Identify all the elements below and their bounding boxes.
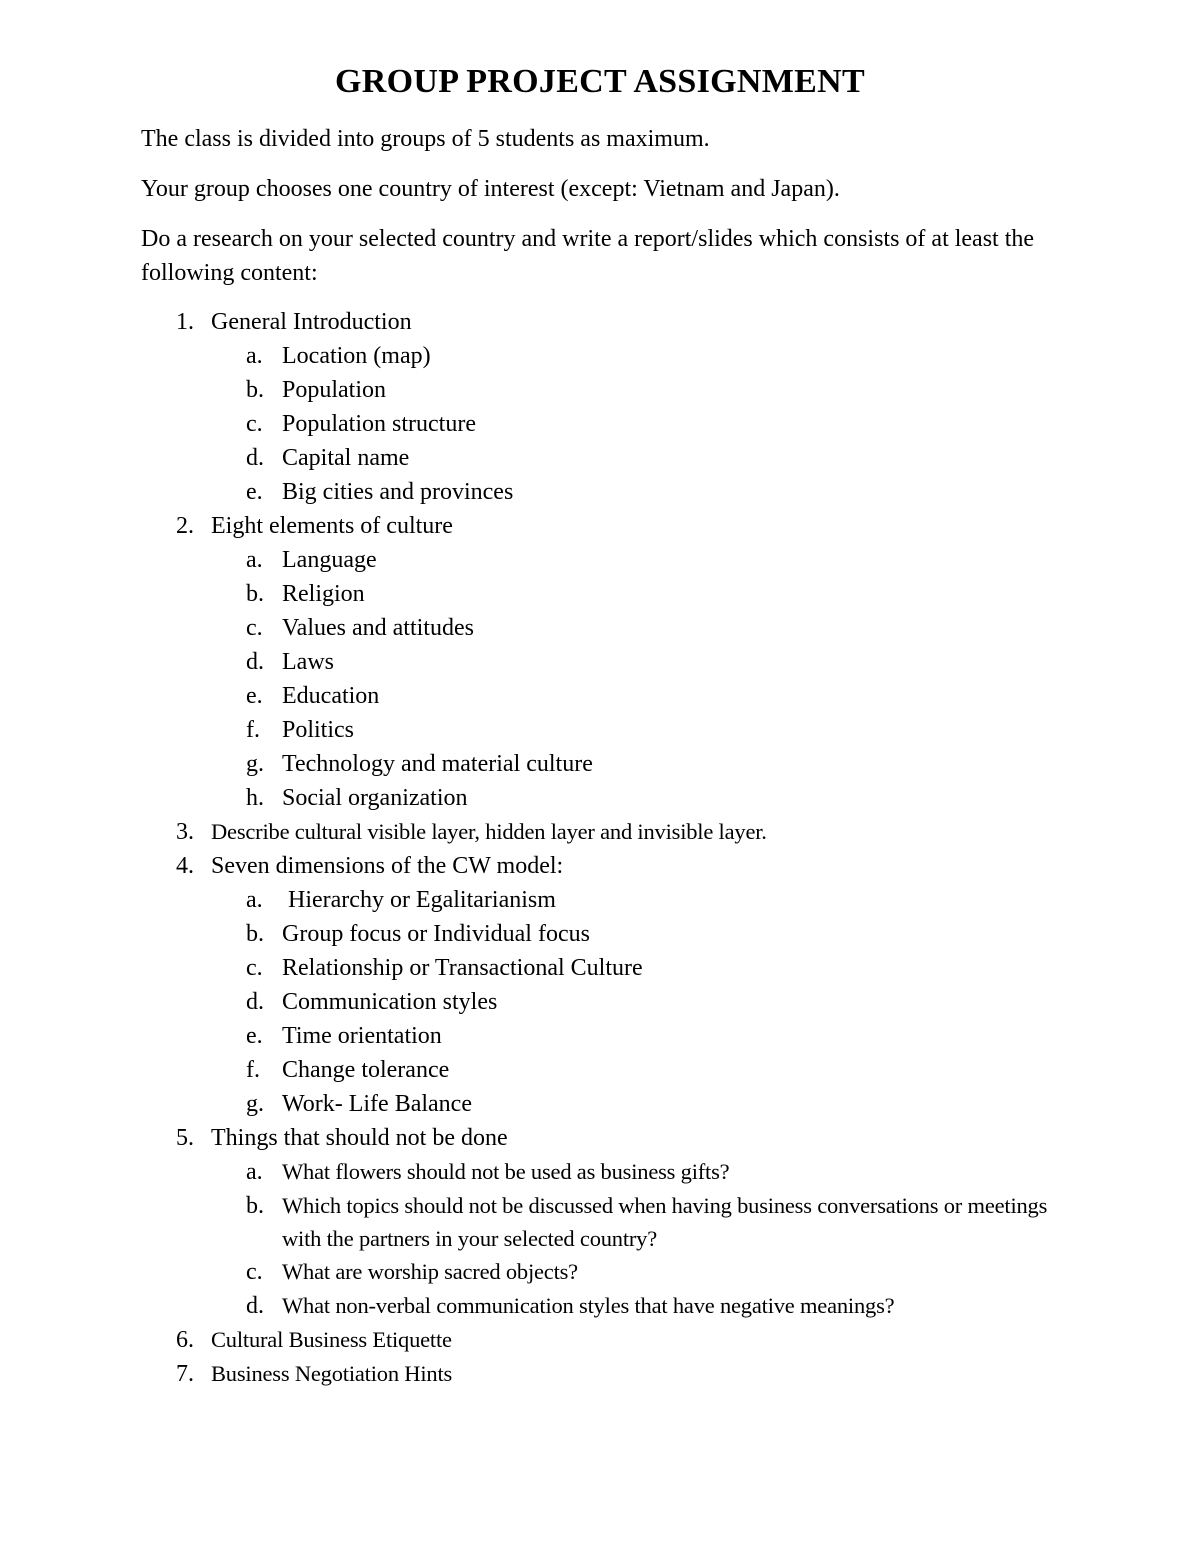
sub-item-text: Language bbox=[282, 547, 377, 573]
sub-item-text: Big cities and provinces bbox=[282, 479, 514, 505]
sub-marker: g. bbox=[246, 1091, 264, 1117]
list-item-text: Cultural Business Etiquette bbox=[211, 1327, 452, 1352]
sub-marker: c. bbox=[246, 955, 263, 981]
sub-marker: b. bbox=[246, 377, 264, 403]
document-title: GROUP PROJECT ASSIGNMENT bbox=[335, 63, 865, 100]
sub-item-text: Capital name bbox=[282, 445, 410, 471]
sub-item bbox=[0, 679, 1200, 713]
sub-item-text: Values and attitudes bbox=[282, 615, 474, 641]
list-number: 3. bbox=[176, 819, 194, 845]
sub-marker: c. bbox=[246, 615, 263, 641]
sub-marker: a. bbox=[246, 343, 263, 369]
sub-item bbox=[0, 1053, 1200, 1087]
list-item-text: Seven dimensions of the CW model: bbox=[211, 853, 564, 879]
sub-item bbox=[0, 883, 1200, 917]
sub-item bbox=[0, 1289, 1200, 1323]
sub-item bbox=[0, 441, 1200, 475]
list-item bbox=[0, 509, 1200, 543]
sub-item bbox=[0, 917, 1200, 951]
sub-item-text: Hierarchy or Egalitarianism bbox=[282, 887, 556, 913]
sub-marker: d. bbox=[246, 445, 264, 471]
sub-item-text: Education bbox=[282, 683, 380, 709]
sub-marker: c. bbox=[246, 411, 263, 437]
sub-item-text: What non-verbal communication styles that have negative meanings? bbox=[282, 1293, 895, 1318]
sub-item-text: Laws bbox=[282, 649, 334, 675]
sub-item bbox=[0, 611, 1200, 645]
sub-item-text: Work- Life Balance bbox=[282, 1091, 472, 1117]
sub-item bbox=[0, 645, 1200, 679]
paragraph-country-choice: Your group chooses one country of interest (except: Vietnam and Japan). bbox=[141, 176, 840, 202]
sub-item-text: Communication styles bbox=[282, 989, 498, 1015]
sub-item bbox=[0, 1155, 1200, 1189]
sub-item-text: Change tolerance bbox=[282, 1057, 450, 1083]
sub-item-text: What are worship sacred objects? bbox=[282, 1259, 578, 1284]
sub-item-text: Population bbox=[282, 377, 387, 403]
list-item bbox=[0, 305, 1200, 339]
sub-item bbox=[0, 747, 1200, 781]
sub-item bbox=[0, 951, 1200, 985]
sub-item bbox=[0, 713, 1200, 747]
sub-item bbox=[0, 781, 1200, 815]
sub-marker: h. bbox=[246, 785, 264, 811]
sub-item-text: Location (map) bbox=[282, 343, 431, 369]
sub-marker: a. bbox=[246, 887, 263, 913]
sub-marker: b. bbox=[246, 921, 264, 947]
sub-marker: g. bbox=[246, 751, 264, 777]
list-number: 5. bbox=[176, 1125, 194, 1151]
sub-marker: e. bbox=[246, 683, 263, 709]
sub-marker: f. bbox=[246, 1057, 260, 1083]
sub-item bbox=[0, 543, 1200, 577]
sub-marker: a. bbox=[246, 1159, 263, 1185]
list-item-text: Business Negotiation Hints bbox=[211, 1361, 453, 1386]
list-item bbox=[0, 849, 1200, 883]
sub-marker: e. bbox=[246, 479, 263, 505]
sub-item-text: Politics bbox=[282, 717, 355, 743]
sub-marker: b. bbox=[246, 1193, 264, 1219]
sub-marker: a. bbox=[246, 547, 263, 573]
list-item-text: Eight elements of culture bbox=[211, 513, 453, 539]
sub-marker: d. bbox=[246, 1293, 264, 1319]
content-list bbox=[0, 305, 1200, 1391]
sub-item-text: Social organization bbox=[282, 785, 468, 811]
list-number: 7. bbox=[176, 1361, 194, 1387]
sub-item-text: Time orientation bbox=[282, 1023, 442, 1049]
sub-item bbox=[0, 1189, 1200, 1255]
list-item bbox=[0, 1121, 1200, 1155]
sub-item-text: What flowers should not be used as business gifts? bbox=[282, 1159, 730, 1184]
list-item-text: Describe cultural visible layer, hidden layer and invisible layer. bbox=[211, 819, 767, 844]
paragraph-group-size: The class is divided into groups of 5 students as maximum. bbox=[141, 126, 710, 152]
sub-item bbox=[0, 985, 1200, 1019]
paragraph-research-task: Do a research on your selected country and write a report/slides which consists of at least the following content: bbox=[141, 226, 1035, 286]
sub-marker: d. bbox=[246, 649, 264, 675]
list-number: 1. bbox=[176, 309, 194, 335]
sub-marker: f. bbox=[246, 717, 260, 743]
sub-item bbox=[0, 475, 1200, 509]
sub-item bbox=[0, 577, 1200, 611]
list-item bbox=[0, 1323, 1200, 1357]
sub-marker: c. bbox=[246, 1259, 263, 1285]
sub-item-text: Relationship or Transactional Culture bbox=[282, 955, 643, 981]
sub-item-text: Which topics should not be discussed when having business conversations or meetings with the partners in your selected country? bbox=[282, 1193, 1048, 1251]
list-number: 2. bbox=[176, 513, 194, 539]
list-item-text: General Introduction bbox=[211, 309, 412, 335]
sub-marker: b. bbox=[246, 581, 264, 607]
sub-item bbox=[0, 407, 1200, 441]
sub-item bbox=[0, 1255, 1200, 1289]
sub-marker: d. bbox=[246, 989, 264, 1015]
sub-item bbox=[0, 339, 1200, 373]
list-item-text: Things that should not be done bbox=[211, 1125, 508, 1151]
list-number: 4. bbox=[176, 853, 194, 879]
sub-item-text: Group focus or Individual focus bbox=[282, 921, 590, 947]
sub-item-text: Population structure bbox=[282, 411, 476, 437]
sub-item bbox=[0, 1019, 1200, 1053]
sub-item bbox=[0, 373, 1200, 407]
list-number: 6. bbox=[176, 1327, 194, 1353]
list-item bbox=[0, 1357, 1200, 1391]
list-item bbox=[0, 815, 1200, 849]
sub-marker: e. bbox=[246, 1023, 263, 1049]
sub-item bbox=[0, 1087, 1200, 1121]
sub-item-text: Technology and material culture bbox=[282, 751, 593, 777]
sub-item-text: Religion bbox=[282, 581, 365, 607]
